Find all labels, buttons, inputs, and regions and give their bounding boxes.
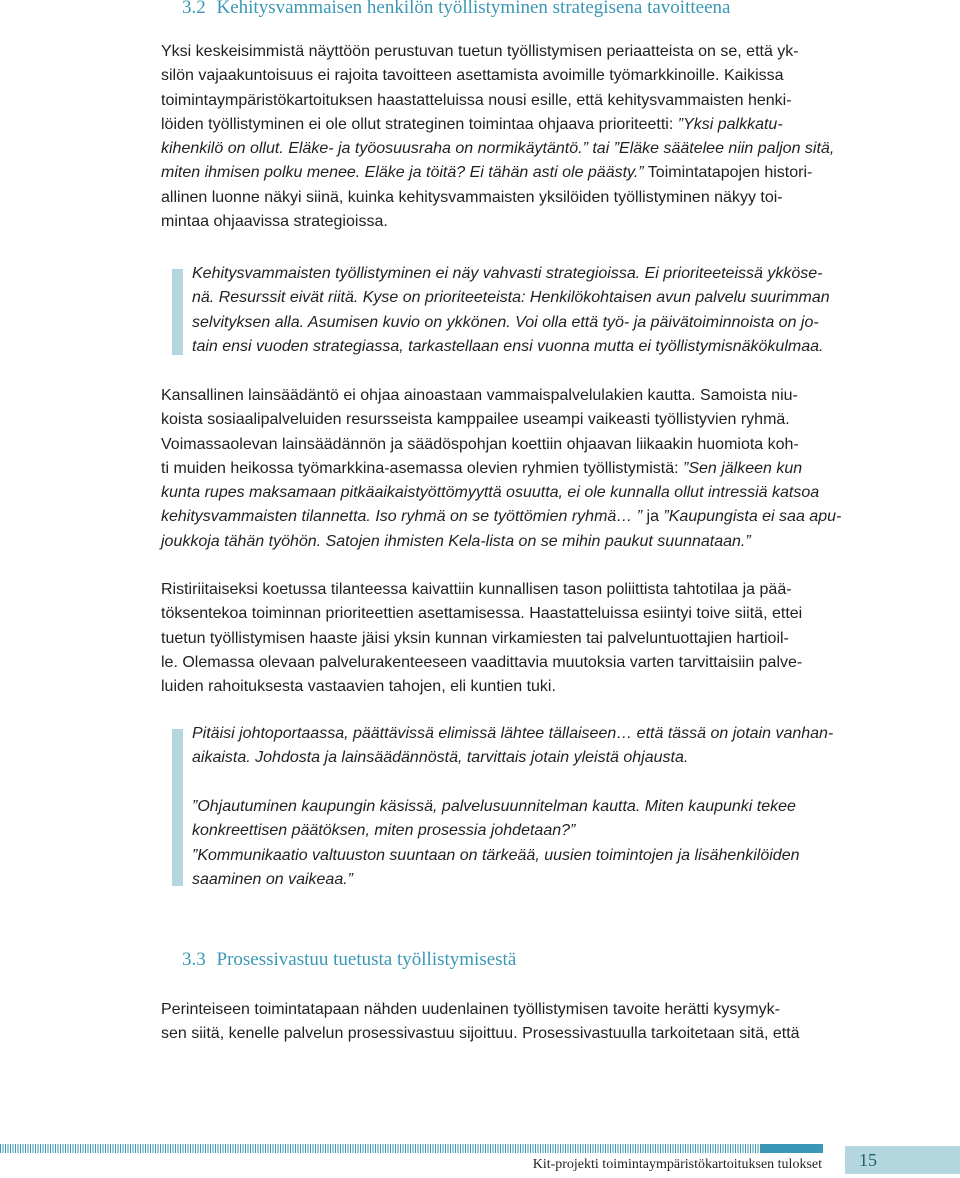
text-line: le. Olemassa olevaan palvelurakenteeseen vaadittavia muutoksia varten tarvittaisiin palve- [161,653,803,671]
quote-segment: kehitysvammaisten tilannetta. Iso ryhmä on se työttömien ryhmä… ” [161,508,643,526]
quote-line: ”Kommunikaatio valtuuston suuntaan on tärkeää, uusien toimintojen ja lisähenkilöiden [192,846,800,864]
quote-line: kunta rupes maksamaan pitkäaikaistyöttömyyttä osuutta, ei ole kunnalla ollut intressiä katsoa [161,484,820,502]
quote-line: aikaista. Johdosta ja lainsäädännöstä, tarvittais jotain yleistä ohjausta. [192,749,689,767]
page-number-box [845,1146,960,1174]
text-line: mintaa ohjaavissa strategioissa. [161,213,388,231]
quote-bar [172,269,183,355]
footer-title: Kit-projekti toimintaympäristökartoituksen tulokset [532,1157,822,1172]
quote-line: joukkoja tähän työhön. Satojen ihmisten Kela-lista on se mihin paukut suunnataan.” [161,532,751,550]
paragraph-intro [161,40,834,234]
section-number: 3.3 [182,949,206,970]
section-number: 3.2 [182,0,206,18]
quote-line: kihenkilö on ollut. Eläke- ja työosuusraha on normikäytäntö.” tai ”Eläke säätelee niin paljon sitä, [161,140,835,158]
text-segment: löiden työllistyminen ei ole ollut strateginen toimintaa ohjaava prioriteetti: [161,115,678,133]
quote-bar [172,729,183,886]
quote-line: selvityksen alla. Asumisen kuvio on ykkönen. Voi olla että työ- ja päivätoiminnoista on jo- [192,313,819,331]
text-line: toimintaympäristökartoituksen haastatteluissa nousi esille, että kehitysvammaisten henki- [161,91,792,109]
quote-line: konkreettisen päätöksen, miten prosessia johdetaan?” [192,822,576,840]
interview-quote-1 [192,262,830,360]
quote-line: saaminen on vaikeaa.” [192,871,353,889]
text-line: Voimassaolevan lainsäädännön ja säädöspohjan koettiin ohjaavan liikaakin huomiota koh- [161,435,799,453]
text-line: Ristiriitaiseksi koetussa tilanteessa kaivattiin kunnallisen tason poliittista tahtotilaa ja pää- [161,581,792,598]
quote-segment: ”Sen jälkeen kun [682,459,803,477]
text-line [161,505,841,529]
text-line: Yksi keskeisimmistä näyttöön perustuvan tuetun työllistymisen periaatteista on se, että yk- [161,43,799,60]
interview-quote-3 [192,795,799,893]
quote-line: nä. Resurssit eivät riitä. Kyse on prioriteeteista: Henkilökohtaisen avun palvelu suurimman [192,289,830,307]
text-line [161,113,834,137]
text-segment: ti muiden heikossa työmarkkina-asemassa olevien ryhmien työllistymistä: [161,459,683,477]
section-heading-3-3 [182,949,516,971]
text-line: Perinteiseen toimintatapaan nähden uudenlainen työllistymisen tavoite herätti kysymyk- [161,1001,781,1018]
quote-line: Pitäisi johtoportaassa, päättävissä elimissä lähtee tällaiseen… että tässä on jotain vanhan- [192,725,834,742]
quote-line: Kehitysvammaisten työllistyminen ei näy vahvasti strategioissa. Ei prioriteeteissä ykköse- [192,265,823,282]
section-title: Kehitysvammaisen henkilön työllistyminen strategisena tavoitteena [216,0,731,18]
page-number: 15 [859,1150,877,1170]
text-line: tuetun työllistymisen haaste jäisi yksin kunnan virkamiesten tai palveluntuottajien hartioil- [161,629,789,647]
text-line: töksentekoa toiminnan prioriteettien asettamisessa. Haastatteluissa esiintyi toive siitä, ettei [161,605,803,623]
footer-stripe-end [760,1144,823,1153]
section-title: Prosessivastuu tuetusta työllistymisestä [216,949,517,970]
quote-line: tain ensi vuoden strategiassa, tarkastellaan ensi vuonna mutta ei työllistymisnäkökulmaa. [192,338,824,356]
paragraph-process-responsibility [161,998,800,1047]
text-line: Kansallinen lainsäädäntö ei ohjaa ainoastaan vammaispalvelulakien kautta. Samoista niu- [161,387,798,404]
text-line: luiden rahoituksesta vastaavien tahojen, eli kuntien tuki. [161,678,556,696]
quote-segment: miten ihmisen polku menee. Eläke ja töitä? Ei tähän asti ole päästy.” [161,164,644,182]
quote-line: ”Ohjautuminen kaupungin käsissä, palvelusuunnitelman kautta. Miten kaupunki tekee [192,798,796,815]
text-line [161,161,834,185]
text-line: sen siitä, kenelle palvelun prosessivastuu sijoittuu. Prosessivastuulla tarkoitetaan sitä, että [161,1025,800,1043]
paragraph-political-will [161,578,802,699]
section-heading-3-2 [182,0,730,19]
text-segment: ja [642,508,664,526]
quote-segment: ”Kaupungista ei saa apu- [663,508,842,526]
paragraph-legislation [161,384,841,554]
text-line: koista sosiaalipalveluiden resursseista kamppailee useampi vaikeasti työllistyvien ryhmä. [161,411,790,429]
text-line: silön vajaakuntoisuus ei rajoita tavoitteen asettamista avoimille työmarkkinoille. Kaikissa [161,67,784,85]
text-segment: Toimintatapojen histori- [643,164,813,182]
interview-quote-2 [192,722,833,771]
quote-segment: ”Yksi palkkatu- [677,115,783,133]
footer-stripe [0,1144,823,1153]
text-line [161,457,841,481]
text-line: allinen luonne näkyi siinä, kuinka kehitysvammaisten yksilöiden työllistyminen näkyy toi- [161,188,783,206]
